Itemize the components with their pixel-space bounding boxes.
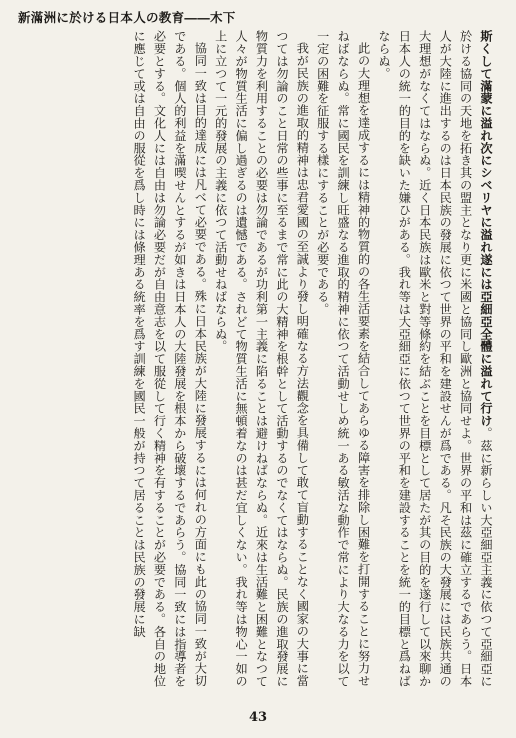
paragraph-1-lead: 斯くして滿蒙に溢れ次にシベリヤに溢れ遂には亞細亞全體に溢れて行け — [479, 30, 493, 427]
page-number: 43 — [248, 710, 268, 725]
paragraph-2: 此の大理想を達成するには精神的物質的の各生活要素を結合してあらゆる障害を排除し困難を打開することに努力せねばならぬ。常に國民を訓練し旺盛なる進取的精神に依つて活動せしめ統一ある敏活な動作で常により大なる力を以て一定の困難を征服する樣にすることが必要である。 — [315, 30, 371, 688]
paragraph-3: 我が民族の進取的精神は忠君愛國の至誠より發し明確なる方法觀念を具備して敢て盲動することなく國家の大事に當つては勿論のこと日常の些事に至るまで常に此の大精神を根幹として活動するのでなくてはならぬ。民族の進取發展に物質力を利用することの必要は勿論であるが功利第一主義に陷ることは避けねばならぬ。近來は生活難と困難となつて人々が物質生活に偏し過ぎるのは遺憾である。されどて物質生活に無頓着なのは甚だ宜しくない。我れ等は物心一如の上に立つて一元的發展の主義に依つて活動せねばならぬ。 — [213, 30, 310, 688]
paragraph-4: 協同一致は目的達成には凡べて必要である。殊に日本民族が大陸に發展するには何れの方面にも此の協同一致が大切である。個人的利益を滿喫せんとするが如きは日本人の大陸發展を根本から破壞するであらう。協同一致には指導者を必要とする。文化人には自由は勿論必要だが自由意志を以て服從して行く精神を有することが必要である。各自の地位に應じて或は自由の服從を爲し時には條理ある統率を爲す訓練を國民一般が持つて居ることは民族の發展に缺 — [132, 30, 208, 688]
paragraph-1 — [374, 30, 496, 698]
body-text — [18, 30, 496, 698]
paragraph-1-rest: 。茲に新らしい大亞細亞主義に依つて亞細亞に於ける協同の天地を拓き其の盟主となり更に米國と協同し歐洲と協同せよ。世界の平和は茲に確立するであらう。日本人が大陸に進出するのは日本民族の發展に依つて世界の平和を建設せんが爲である。凡そ民族の大發展には民族共通の大理想がなくてはならぬ。近く日本民族は歐米と對等條約を結ぶことを目標として居たが其の目的を遂行して以來聊か日本人の統一的目的を缺いた嫌ひがある。我れ等は大亞細亞に依つて世界の平和を建設することを統一的目標と爲ねばならぬ。 — [376, 30, 493, 688]
running-head: 新滿洲に於ける日本人の教育――木下 — [18, 10, 236, 25]
